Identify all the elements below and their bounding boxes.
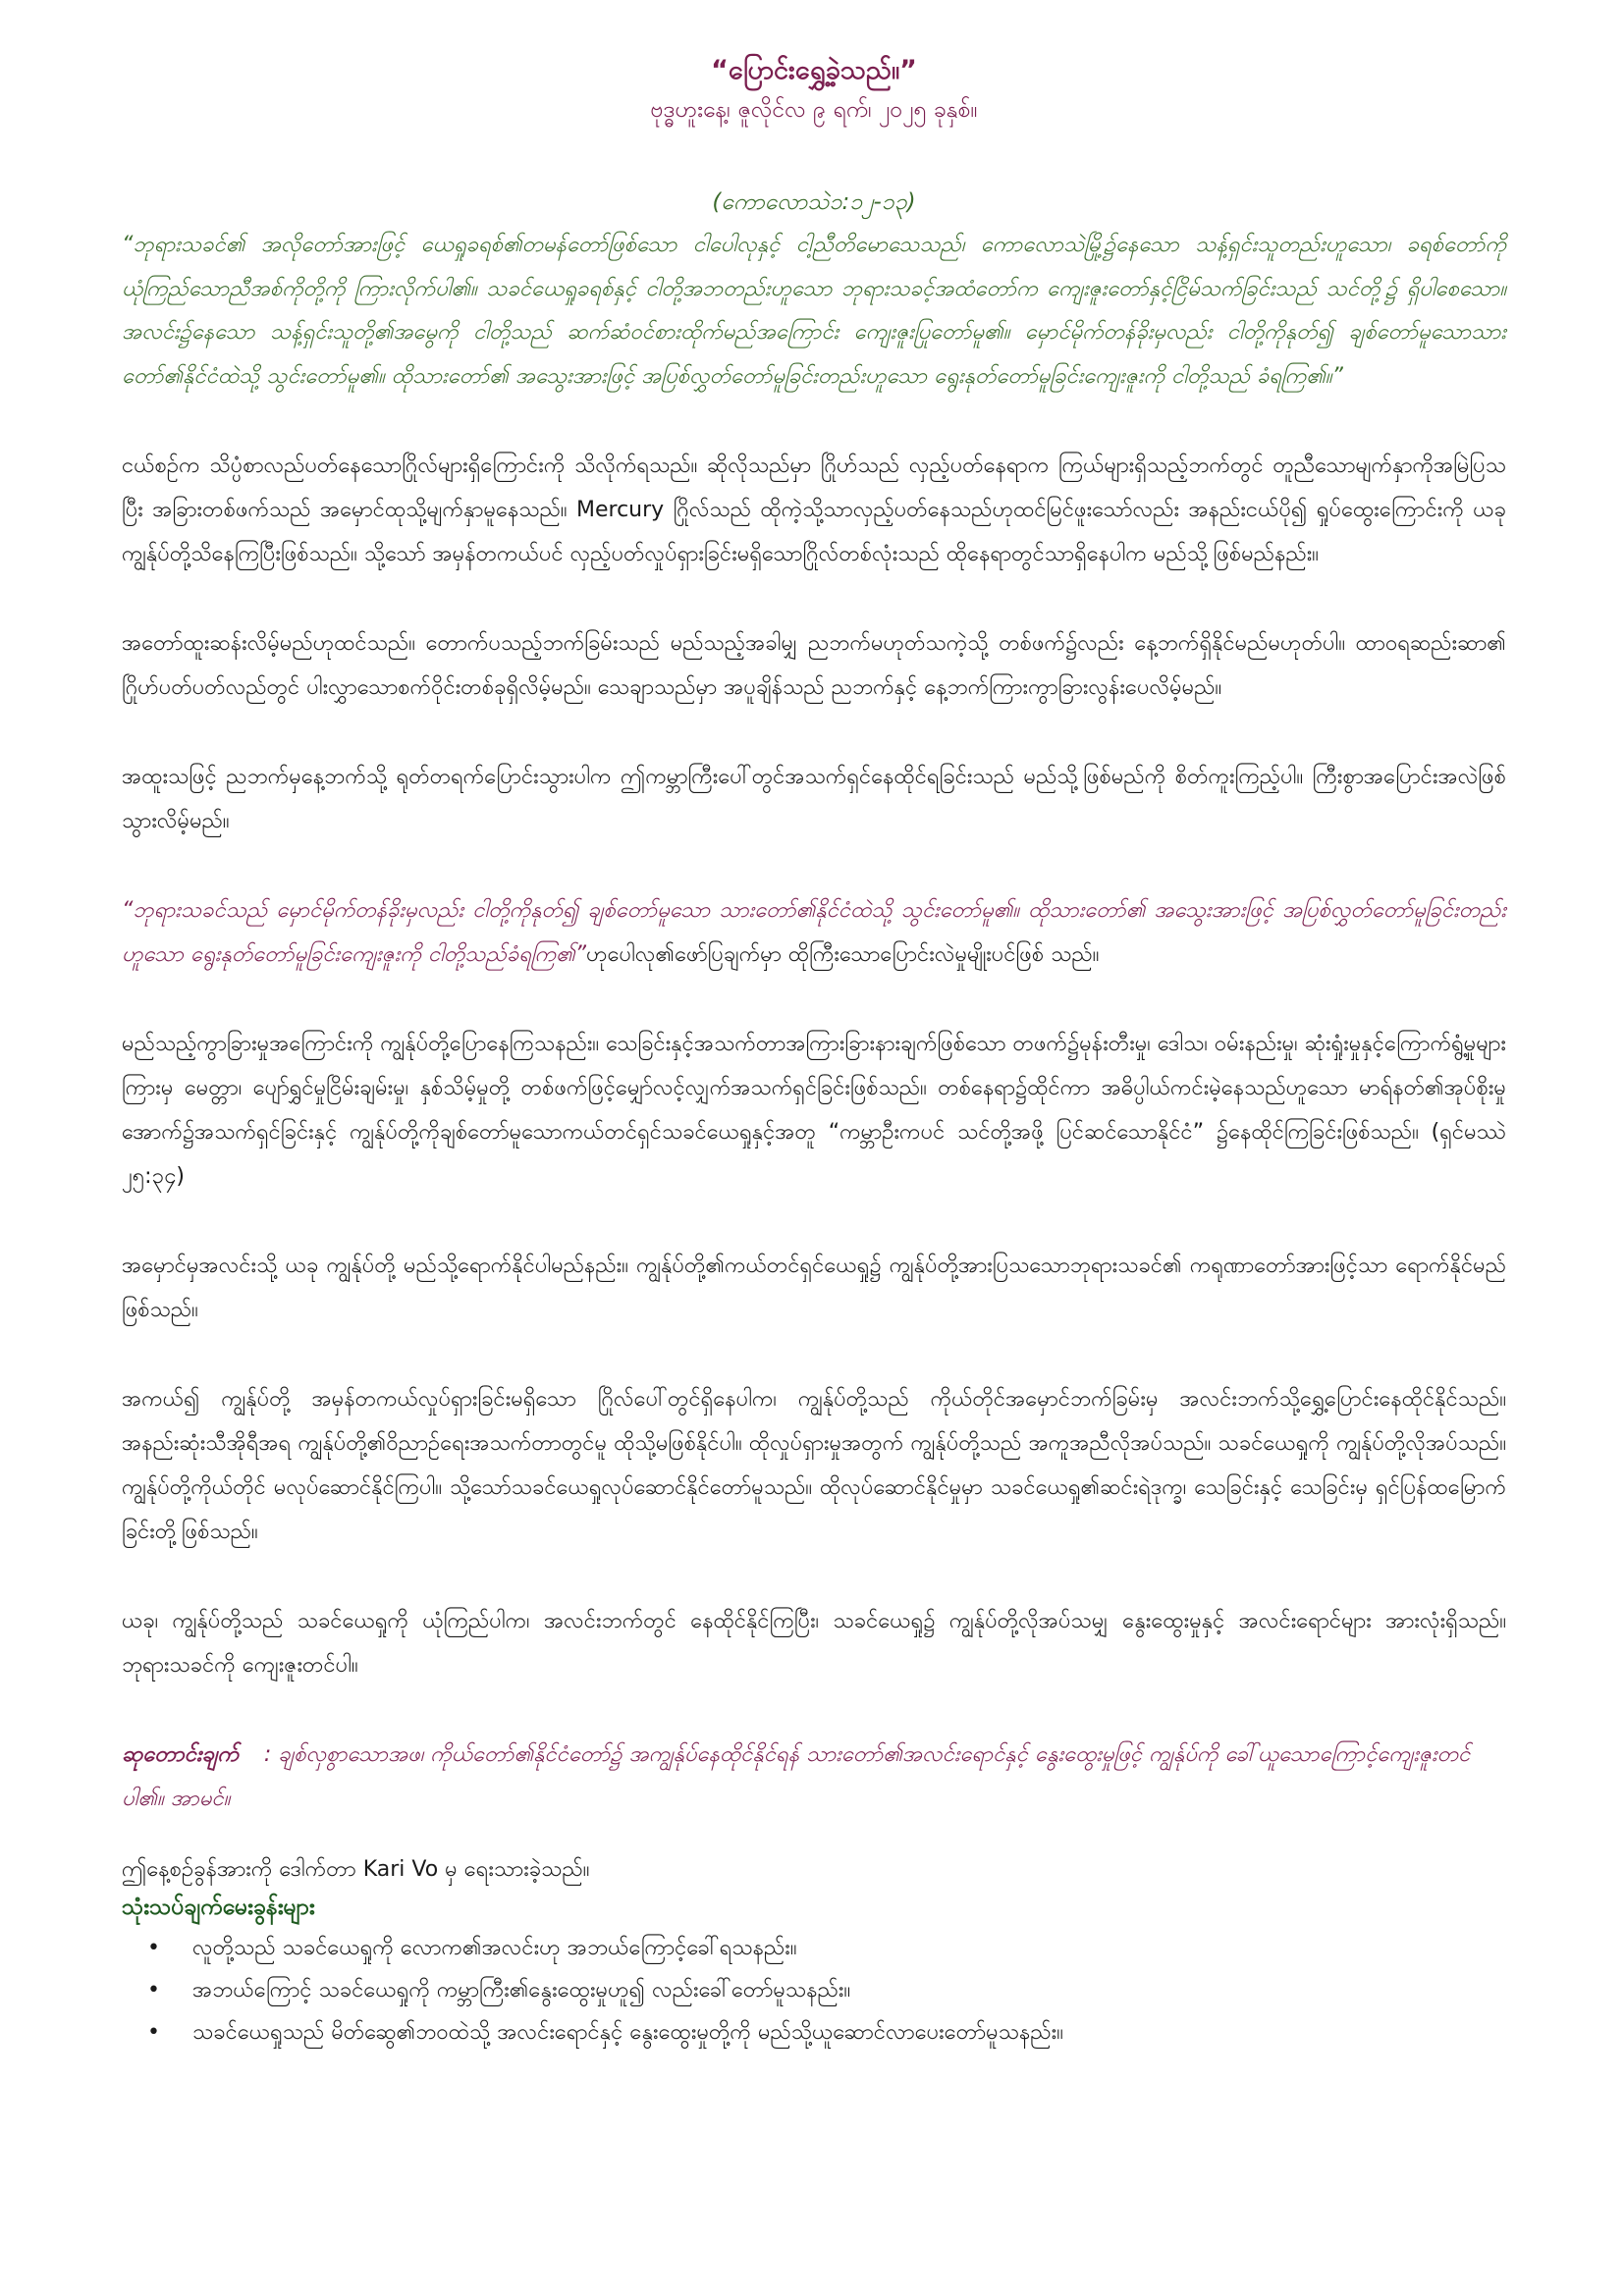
scripture-text: “ဘုရားသခင်၏ အလိုတော်အားဖြင့် ယေရှုခရစ်၏တမန်တော်ဖြစ်သော ငါပေါလုနှင့် ငါ့ညီတိမောသေသည်၊ ကောလောသဲမြို့၌နေသော သန့်ရှင်းသူတည်းဟူသော၊ ခရစ်တော်ကို ယုံကြည်သောညီအစ်ကိုတို့ကို ကြားလိုက်ပါ၏။ သခင်ယေရှုခရစ်နှင့် ငါတို့အဘတည်းဟူသော ဘုရားသခင့်အထံတော်က ကျေးဇူးတော်နှင့်ငြိမ်သက်ခြင်းသည် သင်တို့၌ ရှိပါစေသော။အလင်း၌နေသော သန့်ရှင်းသူတို့၏အမွေကို ငါတို့သည် ဆက်ဆံဝင်စားထိုက်မည်အကြောင်း ကျေးဇူးပြုတော်မူ၏။ မှောင်မိုက်တန်ခိုးမှလည်း ငါတို့ကိုနုတ်၍ ချစ်တော်မူသောသားတော်၏နိုင်ငံထဲသို့ သွင်းတော်မူ၏။ ထိုသားတော်၏ အသွေးအားဖြင့် အပြစ်လွှတ်တော်မူခြင်းတည်းဟူသော ရွေးနုတ်တော်မူခြင်းကျေးဇူးကို ငါတို့သည် ခံရကြ၏။”: [122, 233, 1506, 389]
scripture-reference: (ကောလောသဲ၁:၁၂-၁၃): [712, 189, 916, 215]
body-paragraph-7: အကယ်၍ ကျွန်ုပ်တို့ အမှန်တကယ်လှုပ်ရှားခြင်းမရှိသော ဂြိုလ်ပေါ်တွင်ရှိနေပါက၊ ကျွန်ုပ်တို့သည် ကိုယ်တိုင်အမှောင်ဘက်ခြမ်းမှ အလင်းဘက်သို့ရွှေ့ပြောင်းနေထိုင်နိုင်သည်။ အနည်းဆုံးသီအိုရီအရ ကျွန်ုပ်တို့၏ဝိညာဉ်ရေးအသက်တာတွင်မူ ထိုသို့မဖြစ်နိုင်ပါ။ ထိုလှုပ်ရှားမှုအတွက် ကျွန်ုပ်တို့သည် အကူအညီလိုအပ်သည်။ သခင်ယေရှုကို ကျွန်ုပ်တို့လိုအပ်သည်။ ကျွန်ုပ်တို့ကိုယ်တိုင် မလုပ်ဆောင်နိုင်ကြပါ။ သို့သော်သခင်ယေရှုလုပ်ဆောင်နိုင်တော်မူသည်။ ထိုလုပ်ဆောင်နိုင်မှုမှာ သခင်ယေရှု၏ဆင်းရဲဒုက္ခ၊ သေခြင်းနှင့် သေခြင်းမှ ရှင်ပြန်ထမြောက်ခြင်းတို့ဖြစ်သည်။: [122, 1387, 1506, 1544]
quote-explanation: ဟုပေါလု၏ဖော်ပြချက်မှာ ထိုကြီးသောပြောင်းလဲမှုမျိုးပင်ဖြစ် သည်။: [586, 942, 1100, 967]
body-paragraph-2: အတော်ထူးဆန်းလိမ့်မည်ဟုထင်သည်။ တောက်ပသည့်ဘက်ခြမ်းသည် မည်သည့်အခါမျှ ညဘက်မဟုတ်သကဲ့သို့ တစ်ဖက်၌လည်း နေ့ဘက်ရှိနိုင်မည်မဟုတ်ပါ။ ထာဝရဆည်းဆာ၏ ဂြိုဟ်ပတ်ပတ်လည်တွင် ပါးလွှာသောစက်ဝိုင်းတစ်ခုရှိလိမ့်မည်။ သေချာသည်မှာ အပူချိန်သည် ညဘက်နှင့် နေ့ဘက်ကြားကွာခြားလွန်းပေလိမ့်မည်။: [122, 631, 1506, 700]
bullet-icon: •: [147, 1936, 160, 1960]
scripture-quote: “ဘုရားသခင်သည် မှောင်မိုက်တန်ခိုးမှလည်း ငါတို့ကိုနုတ်၍ ချစ်တော်မူသော သားတော်၏နိုင်ငံထဲသို့ သွင်းတော်မူ၏။ ထိုသားတော်၏ အသွေးအားဖြင့် အပြစ်လွှတ်တော်မူခြင်းတည်းဟူသော ရွေးနုတ်တော်မူခြင်းကျေးဇူးကို ငါတို့သည်ခံရကြ၏”: [122, 898, 1506, 967]
questions-heading: သုံးသပ်ချက်မေးခွန်းများ: [122, 1895, 315, 1920]
body-paragraph-5: မည်သည့်ကွာခြားမှုအကြောင်းကို ကျွန်ုပ်တို့ပြောနေကြသနည်း။ သေခြင်းနှင့်အသက်တာအကြားခြားနားချက်ဖြစ်သော တဖက်၌မုန်းတီးမှု၊ ဒေါသ၊ ဝမ်းနည်းမှု၊ ဆုံးရှုံးမှုနှင့်ကြောက်ရွံ့မှုများကြားမှ မေတ္တာ၊ ပျော်ရွှင်မှုငြိမ်းချမ်းမှု၊ နှစ်သိမ့်မှုတို့ တစ်ဖက်ဖြင့်မျှော်လင့်လျှက်အသက်ရှင်ခြင်းဖြစ်သည်။ တစ်နေရာ၌ထိုင်ကာ အဓိပ္ပါယ်ကင်းမဲ့နေသည်ဟူသော မာရ်နတ်၏အုပ်စိုးမှု အောက်၌အသက်ရှင်ခြင်းနှင့် ကျွန်ုပ်တို့ကိုချစ်တော်မူသောကယ်တင်ရှင်သခင်ယေရှုနှင့်အတူ “ကမ္ဘာဦးကပင် သင်တို့အဖို့ ပြင်ဆင်သောနိုင်ငံ” ၌နေထိုင်ကြခြင်းဖြစ်သည်။ (ရှင်မဿဲ ၂၅:၃၄): [122, 1032, 1506, 1189]
body-paragraph-3: အထူးသဖြင့် ညဘက်မှနေ့ဘက်သို့ ရုတ်တရက်ပြောင်းသွားပါက ဤကမ္ဘာကြီးပေါ်တွင်အသက်ရှင်နေထိုင်ရခြင်းသည် မည်သို့ဖြစ်မည်ကို စိတ်ကူးကြည့်ပါ။ ကြီးစွာအပြောင်းအလဲဖြစ်သွားလိမ့်မည်။: [122, 765, 1506, 833]
prayer-label: ဆုတောင်းချက်: [122, 1742, 239, 1767]
author-note: ဤနေ့စဉ်ခွန်အားကို ဒေါက်တာ Kari Vo မှ ရေးသားခဲ့သည်။: [122, 1857, 590, 1882]
question-text: အဘယ်ကြောင့် သခင်ယေရှုကို ကမ္ဘာကြီး၏နွေးထွေးမှုဟူ၍ လည်းခေါ်တော်မူသနည်း။: [192, 1978, 851, 2002]
list-item: [147, 2011, 1506, 2054]
bullet-icon: •: [147, 1978, 160, 2002]
body-paragraph-1: ငယ်စဉ်က သိပ္ပံစာလည်ပတ်နေသောဂြိုလ်များရှိကြောင်းကို သိလိုက်ရသည်။ ဆိုလိုသည်မှာ ဂြိုဟ်သည် လှည့်ပတ်နေရာက ကြယ်များရှိသည့်ဘက်တွင် တူညီသောမျက်နှာကိုအမြဲပြသပြီး အခြားတစ်ဖက်သည် အမှောင်ထုသို့မျက်နှာမူနေသည်။ Mercury ဂြိုလ်သည် ထိုကဲ့သို့သာလှည့်ပတ်နေသည်ဟုထင်မြင်ဖူးသော်လည်း အနည်းငယ်ပို၍ ရှုပ်ထွေးကြောင်းကို ယခုကျွန်ုပ်တို့သိနေကြပြီးဖြစ်သည်။ သို့သော် အမှန်တကယ်ပင် လှည့်ပတ်လှုပ်ရှားခြင်းမရှိသောဂြိုလ်တစ်လုံးသည် ထိုနေရာတွင်သာရှိနေပါက မည်သို့ဖြစ်မည်နည်း။: [122, 454, 1506, 566]
list-item: [147, 1927, 1506, 1969]
question-text: လူတို့သည် သခင်ယေရှုကို လောက၏အလင်းဟု အဘယ်ကြောင့်ခေါ်ရသနည်း။: [192, 1936, 797, 1960]
bullet-icon: •: [147, 2020, 160, 2045]
questions-list: [122, 1927, 1506, 2054]
devotional-date: ဗုဒ္ဓဟူးနေ့၊ ဇူလိုင်လ ၉ ရက်၊ ၂၀၂၅ ခုနှစ်။: [650, 97, 978, 123]
prayer-text: : ချစ်လှစွာသောအဖ၊ ကိုယ်တော်၏နိုင်ငံတော်၌ အကျွန်ုပ်နေထိုင်နိုင်ရန် သားတော်၏အလင်းရောင်နှင့် နွေးထွေးမှုဖြင့် ကျွန်ုပ်ကို ခေါ်ယူသောကြောင့်ကျေးဇူးတင်ပါ၏။ အာမင်။: [122, 1742, 1471, 1811]
devotional-title: “ပြောင်းရွှေ့ခဲ့သည်။”: [711, 55, 917, 85]
list-item: [147, 1969, 1506, 2011]
body-paragraph-6: အမှောင်မှအလင်းသို့ ယခု ကျွန်ုပ်တို့ မည်သို့ရောက်နိုင်ပါမည်နည်း။ ကျွန်ုပ်တို့၏ကယ်တင်ရှင်ယေရှု၌ ကျွန်ုပ်တို့အားပြသသောဘုရားသခင်၏ ကရုဏာတော်အားဖြင့်သာ ရောက်နိုင်မည်ဖြစ်သည်။: [122, 1254, 1506, 1322]
question-text: သခင်ယေရှုသည် မိတ်ဆွေ၏ဘဝထဲသို့ အလင်းရောင်နှင့် နွေးထွေးမှုတို့ကို မည်သို့ယူဆောင်လာပေးတော်မူသနည်း။: [192, 2020, 1063, 2045]
body-paragraph-4: [122, 888, 1506, 977]
body-paragraph-8: ယခု၊ ကျွန်ုပ်တို့သည် သခင်ယေရှုကို ယုံကြည်ပါက၊ အလင်းဘက်တွင် နေထိုင်နိုင်ကြပြီး၊ သခင်ယေရှု၌ ကျွန်ုပ်တို့လိုအပ်သမျှ နွေးထွေးမှုနှင့် အလင်းရောင်များ အားလုံးရှိသည်။ ဘုရားသခင်ကို ကျေးဇူးတင်ပါ။: [122, 1609, 1506, 1678]
prayer-section: [122, 1733, 1506, 1821]
devotional-page: [122, 51, 1506, 2054]
